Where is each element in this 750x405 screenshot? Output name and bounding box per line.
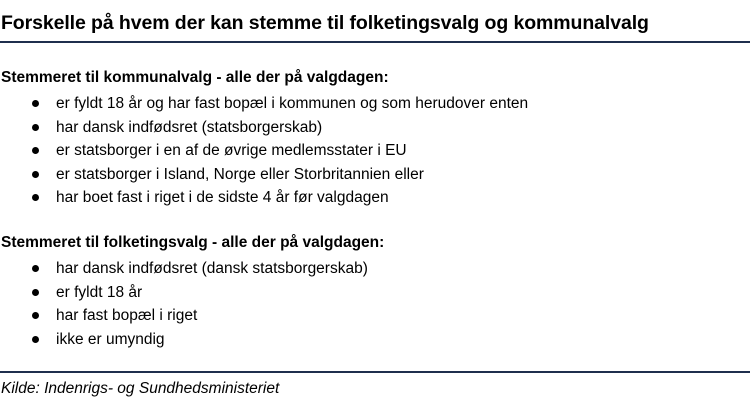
municipal-criteria-item <box>1 116 741 140</box>
bottom-divider <box>0 371 750 373</box>
municipal-criteria-item <box>1 163 741 187</box>
bullet-icon <box>32 289 39 296</box>
parliament-criteria-list <box>1 257 741 351</box>
bullet-icon <box>32 171 39 178</box>
parliament-criteria-item <box>1 281 741 305</box>
parliament-criteria-item <box>1 304 741 328</box>
parliament-criteria-text: er fyldt 18 år <box>56 283 143 301</box>
bullet-icon <box>32 124 39 131</box>
municipal-criteria-text: har dansk indfødsret (statsborgerskab) <box>56 118 323 136</box>
document-title: Forskelle på hvem der kan stemme til folketingsvalg og kommunalvalg <box>1 12 649 34</box>
parliament-section-heading: Stemmeret til folketingsvalg - alle der på valgdagen: <box>1 234 385 251</box>
bullet-icon <box>32 265 39 272</box>
municipal-criteria-text: har boet fast i riget i de sidste 4 år før valgdagen <box>56 189 389 206</box>
parliament-voting-section <box>1 233 741 351</box>
parliament-criteria-text: har dansk indfødsret (dansk statsborgerskab) <box>56 260 368 277</box>
parliament-criteria-text: ikke er umyndig <box>56 330 165 348</box>
bullet-icon <box>32 194 39 201</box>
municipal-criteria-item <box>1 186 741 210</box>
parliament-criteria-text: har fast bopæl i riget <box>56 307 198 324</box>
parliament-criteria-item <box>1 257 741 281</box>
parliament-criteria-item <box>1 328 741 352</box>
bullet-icon <box>32 312 39 319</box>
municipal-section-heading: Stemmeret til kommunalvalg - alle der på valgdagen: <box>1 69 389 86</box>
municipal-voting-section <box>1 68 741 210</box>
bullet-icon <box>32 100 39 107</box>
source-note: Kilde: Indenrigs- og Sundhedsministeriet <box>1 380 280 397</box>
municipal-criteria-item <box>1 92 741 116</box>
municipal-criteria-text: er fyldt 18 år og har fast bopæl i kommunen og som herudover enten <box>56 95 529 112</box>
bullet-icon <box>32 336 39 343</box>
municipal-criteria-text: er statsborger i en af de øvrige medlemsstater i EU <box>56 142 407 159</box>
municipal-criteria-item <box>1 139 741 163</box>
municipal-criteria-list <box>1 92 741 210</box>
top-divider <box>0 41 750 43</box>
bullet-icon <box>32 147 39 154</box>
municipal-criteria-text: er statsborger i Island, Norge eller Storbritannien eller <box>56 165 424 183</box>
